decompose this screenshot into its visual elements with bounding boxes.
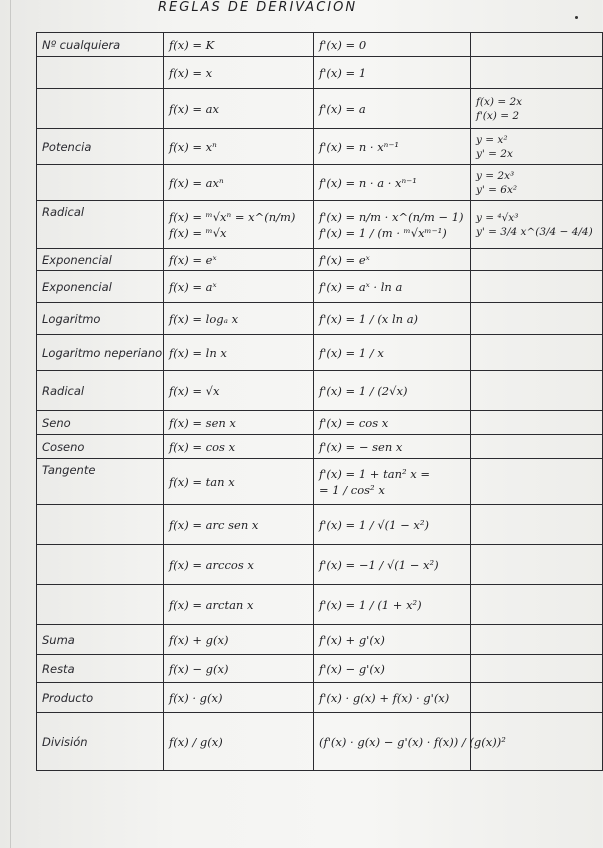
derivative-cell — [314, 683, 471, 713]
rule-row — [37, 713, 603, 771]
derivative-rules-table — [36, 32, 603, 771]
example-expression: y = x² — [476, 133, 508, 146]
function-cell — [164, 201, 314, 249]
example-expression: f'(x) = 2 — [476, 109, 520, 122]
example-cell — [471, 201, 603, 249]
example-cell — [471, 459, 603, 505]
example-cell — [471, 271, 603, 303]
example-cell — [471, 57, 603, 89]
function-expression: f(x) = cos x — [169, 439, 236, 454]
example-expression: y = ⁴√x³ — [476, 211, 519, 224]
rule-name: Logaritmo neperiano — [37, 335, 164, 371]
derivative-expression: f'(x) = 1 / √(1 − x²) — [319, 517, 429, 532]
rule-row — [37, 249, 603, 271]
function-expression: f(x) − g(x) — [169, 661, 229, 676]
derivative-expression: f'(x) = 1 / (m · ᵐ√xᵐ⁻¹) — [319, 225, 447, 240]
function-cell — [164, 249, 314, 271]
derivative-cell — [314, 201, 471, 249]
derivative-expression: f'(x) = 1 + tan² x = — [319, 466, 431, 481]
function-cell — [164, 89, 314, 129]
derivative-expression: (f'(x) · g(x) − g'(x) · f(x)) / (g(x))² — [319, 734, 506, 749]
rule-name: Resta — [37, 655, 164, 683]
function-expression: f(x) = √x — [169, 383, 220, 398]
derivative-expression: f'(x) = 1 / (x ln a) — [319, 311, 419, 326]
rule-name: Radical — [37, 371, 164, 411]
function-expression: f(x) = arctan x — [169, 597, 254, 612]
derivative-cell — [314, 129, 471, 165]
example-expression: y = 2x³ — [476, 169, 515, 182]
derivative-cell — [314, 435, 471, 459]
rule-row — [37, 505, 603, 545]
function-expression: f(x) · g(x) — [169, 690, 223, 705]
derivative-expression: f'(x) = eˣ — [319, 252, 370, 267]
derivative-expression: f'(x) = cos x — [319, 415, 389, 430]
rule-row — [37, 585, 603, 625]
function-cell — [164, 303, 314, 335]
derivative-expression: f'(x) = n · xⁿ⁻¹ — [319, 139, 400, 154]
function-expression: f(x) = sen x — [169, 415, 236, 430]
derivative-cell — [314, 249, 471, 271]
derivative-expression: f'(x) = − sen x — [319, 439, 403, 454]
example-expression: y' = 2x — [476, 147, 513, 160]
derivative-cell — [314, 335, 471, 371]
function-cell — [164, 435, 314, 459]
example-expression: y' = 6x² — [476, 183, 518, 196]
rule-row — [37, 459, 603, 505]
example-cell — [471, 335, 603, 371]
rule-name: Seno — [37, 411, 164, 435]
page-title: REGLAS DE DERIVACIÓN — [158, 0, 358, 15]
rule-row — [37, 545, 603, 585]
function-expression: f(x) = ln x — [169, 345, 227, 360]
function-cell — [164, 411, 314, 435]
rule-name — [37, 57, 164, 89]
function-cell — [164, 625, 314, 655]
function-expression: f(x) = aˣ — [169, 279, 217, 294]
function-cell — [164, 545, 314, 585]
derivative-cell — [314, 545, 471, 585]
rule-name: Suma — [37, 625, 164, 655]
rule-row — [37, 33, 603, 57]
rule-row — [37, 411, 603, 435]
function-expression: f(x) = ᵐ√xⁿ = x^(n/m) — [169, 209, 296, 224]
function-cell — [164, 459, 314, 505]
derivative-cell — [314, 271, 471, 303]
rule-name: Exponencial — [37, 271, 164, 303]
rule-row — [37, 655, 603, 683]
example-cell — [471, 683, 603, 713]
example-cell — [471, 411, 603, 435]
example-cell — [471, 585, 603, 625]
rule-name — [37, 505, 164, 545]
example-cell — [471, 303, 603, 335]
example-cell — [471, 655, 603, 683]
rule-row — [37, 201, 603, 249]
derivative-expression: f'(x) = 1 / (1 + x²) — [319, 597, 422, 612]
derivative-cell — [314, 303, 471, 335]
example-cell — [471, 435, 603, 459]
derivative-cell — [314, 505, 471, 545]
example-cell — [471, 625, 603, 655]
function-expression: f(x) = K — [169, 37, 215, 52]
example-cell — [471, 129, 603, 165]
function-expression: f(x) + g(x) — [169, 632, 229, 647]
derivative-expression: f'(x) = n · a · xⁿ⁻¹ — [319, 175, 417, 190]
rule-row — [37, 335, 603, 371]
margin-line — [10, 0, 11, 848]
function-expression: f(x) = ᵐ√x — [169, 225, 227, 240]
function-expression: f(x) = arccos x — [169, 557, 254, 572]
example-cell — [471, 89, 603, 129]
rule-name — [37, 89, 164, 129]
derivative-cell — [314, 89, 471, 129]
example-cell — [471, 505, 603, 545]
rule-row — [37, 625, 603, 655]
function-expression: f(x) = arc sen x — [169, 517, 259, 532]
function-cell — [164, 57, 314, 89]
function-cell — [164, 683, 314, 713]
derivative-cell — [314, 459, 471, 505]
function-cell — [164, 33, 314, 57]
rule-name: Potencia — [37, 129, 164, 165]
function-expression: f(x) = tan x — [169, 474, 235, 489]
derivative-cell — [314, 625, 471, 655]
rule-row — [37, 57, 603, 89]
rule-name: Exponencial — [37, 249, 164, 271]
rule-name: Logaritmo — [37, 303, 164, 335]
example-expression: f(x) = 2x — [476, 95, 523, 108]
derivative-expression: f'(x) · g(x) + f(x) · g'(x) — [319, 690, 450, 705]
function-cell — [164, 505, 314, 545]
derivative-cell — [314, 57, 471, 89]
derivative-cell — [314, 655, 471, 683]
derivative-expression: f'(x) = aˣ · ln a — [319, 279, 403, 294]
derivative-expression: f'(x) − g'(x) — [319, 661, 385, 676]
rule-name: Nº cualquiera — [37, 33, 164, 57]
rule-name: Tangente — [37, 459, 164, 505]
function-expression: f(x) = eˣ — [169, 252, 217, 267]
rule-name — [37, 165, 164, 201]
derivative-expression: f'(x) + g'(x) — [319, 632, 385, 647]
function-cell — [164, 335, 314, 371]
rule-row — [37, 129, 603, 165]
example-cell — [471, 249, 603, 271]
derivative-expression: f'(x) = 1 — [319, 65, 367, 80]
derivative-cell — [314, 713, 506, 771]
function-expression: f(x) = ax — [169, 101, 220, 116]
derivative-expression: f'(x) = 1 / x — [319, 345, 384, 360]
rule-name — [37, 585, 164, 625]
example-cell — [471, 33, 603, 57]
rule-row — [37, 89, 603, 129]
derivative-expression: f'(x) = n/m · x^(n/m − 1) — [319, 209, 464, 224]
example-cell — [471, 165, 603, 201]
function-expression: f(x) = axⁿ — [169, 175, 224, 190]
rule-row — [37, 271, 603, 303]
function-expression: f(x) = logₐ x — [169, 311, 239, 326]
derivative-cell — [314, 411, 471, 435]
example-expression: y' = 3/4 x^(3/4 − 4/4) — [476, 225, 593, 238]
rule-row — [37, 371, 603, 411]
derivative-expression: = 1 / cos² x — [319, 482, 385, 497]
function-cell — [164, 271, 314, 303]
function-cell — [164, 713, 314, 771]
rule-name: Radical — [37, 201, 164, 249]
rule-name: Producto — [37, 683, 164, 713]
derivative-cell — [314, 585, 471, 625]
derivative-expression: f'(x) = 0 — [319, 37, 367, 52]
rule-row — [37, 303, 603, 335]
rule-row — [37, 435, 603, 459]
rule-row — [37, 683, 603, 713]
rule-name — [37, 545, 164, 585]
function-cell — [164, 655, 314, 683]
rule-row — [37, 165, 603, 201]
rule-name: División — [37, 713, 164, 771]
function-expression: f(x) / g(x) — [169, 734, 223, 749]
derivative-cell — [314, 371, 471, 411]
example-cell — [471, 371, 603, 411]
ink-dot — [575, 16, 578, 19]
derivative-expression: f'(x) = a — [319, 101, 366, 116]
function-expression: f(x) = xⁿ — [169, 139, 217, 154]
function-expression: f(x) = x — [169, 65, 213, 80]
rule-name: Coseno — [37, 435, 164, 459]
derivative-cell — [314, 165, 471, 201]
derivative-expression: f'(x) = −1 / √(1 − x²) — [319, 557, 439, 572]
function-cell — [164, 585, 314, 625]
function-cell — [164, 371, 314, 411]
derivative-expression: f'(x) = 1 / (2√x) — [319, 383, 408, 398]
function-cell — [164, 129, 314, 165]
function-cell — [164, 165, 314, 201]
derivative-cell — [314, 33, 471, 57]
example-cell — [471, 545, 603, 585]
